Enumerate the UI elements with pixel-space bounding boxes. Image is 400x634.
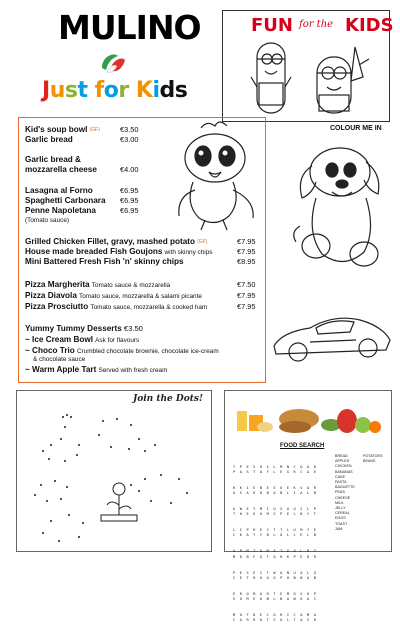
food-photos <box>235 397 385 437</box>
price-penne: €6.95 <box>120 206 139 215</box>
price-garlic-bread: €3.00 <box>120 135 139 144</box>
dessert-choco-trio-desc2: & chocolate sauce <box>33 356 86 363</box>
food-search-title: FOOD SEARCH <box>280 443 325 449</box>
word-list-col2: POTATOES BEANS <box>363 454 383 464</box>
food-search-panel <box>224 390 392 623</box>
price-chicken: €7.95 <box>237 237 256 246</box>
menu-item-garlic-bread-mozz-line2: mozzarella cheese <box>25 165 97 174</box>
menu-item-pizza-diavola: Pizza Diavola Tomato sauce, mozzarella & salami picante <box>25 291 202 300</box>
word-search-grid[interactable]: T P E S H S L M N C Q A D P A S T A F L E G R C A E R K I E N E E U E K V A R O S A K D N A B L I A L B A W E Y M I U S A U S L P T H E U O M S P E L B Y T L I P H E C T T L U M Y E C K A T Y B L O L L E L B A P M T O M A T O O L B Y M O B F G T A R K P E D R P E S E C T W A N U A L G C E T R U A G P H N N A B E R O M A R T E M O S K P S U M E K N L B A N O A C M O F D E C O R I C A M A C A R R O T S O L T A S R <box>233 464 318 623</box>
minions-illustration <box>243 37 373 119</box>
puppy-illustration <box>286 136 390 286</box>
brand-logo: MULINO <box>58 8 201 47</box>
fun-title-start: FUN <box>251 15 293 36</box>
fun-for-kids-panel <box>222 10 394 122</box>
join-the-dots-title: Join the Dots! <box>133 394 203 404</box>
fun-title-end: KIDS <box>345 15 394 36</box>
price-pizza-prosciutto: €7.95 <box>237 302 256 311</box>
price-soup: €3.50 <box>120 125 139 134</box>
price-fish-chips: €8.95 <box>237 257 256 266</box>
italian-leaf-icon <box>98 50 128 78</box>
menu-item-penne: Penne Napoletana <box>25 206 96 215</box>
menu-item-goujons: House made breaded Fish Goujons with skinny chips <box>25 247 213 256</box>
join-the-dots-illustration <box>21 405 207 549</box>
dessert-ice-cream: ~ Ice Cream Bowl Ask for flavours <box>25 335 140 344</box>
menu-item-fish-chips: Mini Battered Fresh Fish 'n' skinny chips <box>25 257 184 266</box>
dessert-apple-tart: ~ Warm Apple Tart Served with fresh cream <box>25 365 168 374</box>
parrot-illustration <box>171 120 263 232</box>
price-garlic-bread-mozz: €4.00 <box>120 165 139 174</box>
price-lasagna: €6.95 <box>120 186 139 195</box>
menu-item-garlic-bread: Garlic bread <box>25 135 73 144</box>
word-list-col1: BREAD APPLES CHICKEN BANANAS CAKE PASTA BAGUETTE PEAS CHEESE MILK JELLY CEREAL EGGS TOAST JAM <box>335 454 355 531</box>
price-spaghetti: €6.95 <box>120 196 139 205</box>
menu-item-chicken: Grilled Chicken Fillet, gravy, mashed potato (GF) <box>25 237 208 246</box>
menu-item-soup: Kid's soup bowl (GF) <box>25 125 100 134</box>
kids-menu-panel <box>18 117 266 383</box>
join-the-dots-panel <box>16 390 212 552</box>
price-pizza-margherita: €7.50 <box>237 280 256 289</box>
price-goujons: €7.95 <box>237 247 256 256</box>
just-for-kids-title: Just for Kids <box>42 78 188 103</box>
menu-item-spaghetti: Spaghetti Carbonara <box>25 196 106 205</box>
menu-item-pizza-margherita: Pizza Margherita Tomato sauce & mozzarella <box>25 280 171 289</box>
desserts-heading: Yummy Tummy Desserts €3.50 <box>25 324 143 333</box>
sports-car-illustration <box>270 306 394 364</box>
colour-me-in-label: COLOUR ME IN <box>330 125 382 132</box>
menu-item-pizza-prosciutto: Pizza Prosciutto Tomato sauce, mozzarella & cooked ham <box>25 302 208 311</box>
dessert-choco-trio: ~ Choco Trio Crumbled chocolate brownie, chocolate ice-cream <box>25 346 219 355</box>
menu-item-lasagna: Lasagna al Forno <box>25 186 93 195</box>
price-pizza-diavola: €7.95 <box>237 291 256 300</box>
menu-item-penne-desc: (Tomato sauce) <box>25 217 70 224</box>
fun-title-mid: for the <box>299 19 334 30</box>
menu-item-garlic-bread-mozz: Garlic bread & <box>25 155 81 164</box>
